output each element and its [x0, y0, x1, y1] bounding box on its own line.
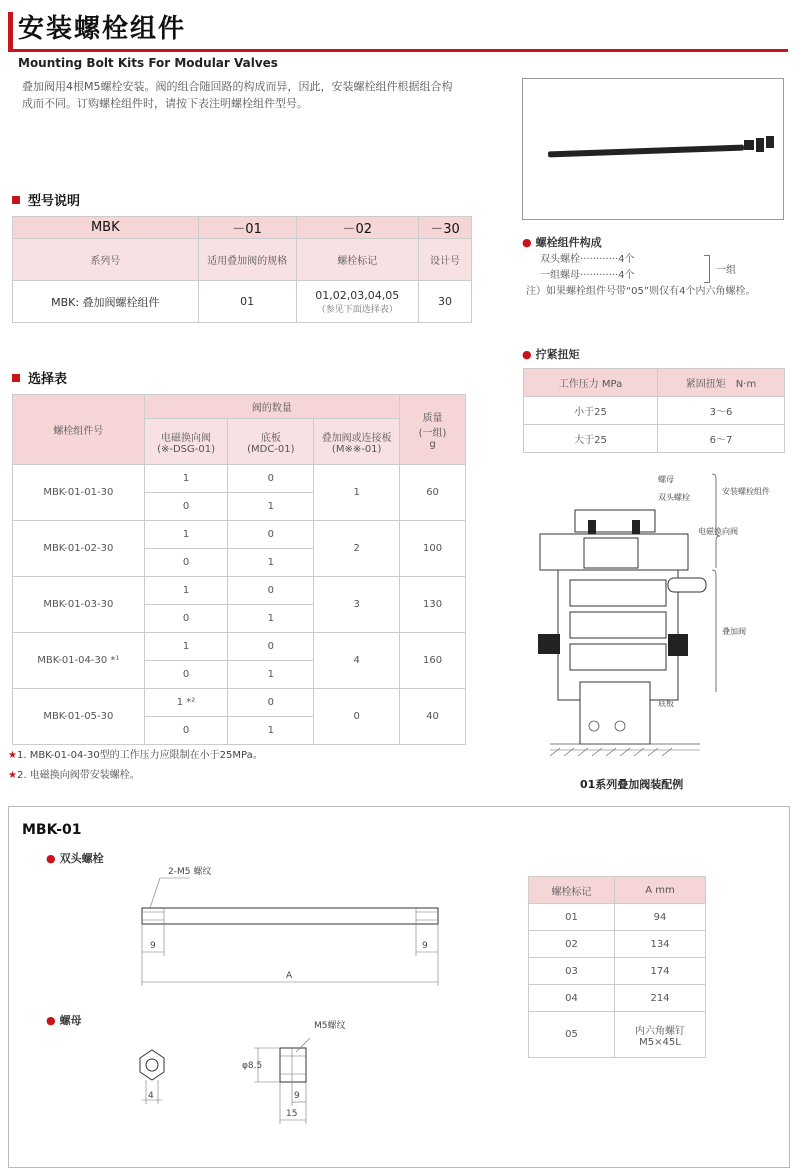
dim-cell: 94 — [615, 904, 706, 931]
sol-cell: 1 — [144, 521, 228, 549]
col-mass: 质量 (一组) g — [400, 395, 466, 465]
base-cell: 1 — [228, 605, 314, 633]
dim-cell: 03 — [529, 958, 615, 985]
col-kit: 螺栓组件号 — [13, 395, 145, 465]
sol-cell: 0 — [144, 549, 228, 577]
dim-col-1: 螺栓标记 — [529, 877, 615, 904]
stack-cell: 0 — [314, 689, 400, 745]
nut-thread-label: M5螺纹 — [314, 1021, 346, 1031]
base-cell: 0 — [228, 633, 314, 661]
stack-cell: 1 — [314, 465, 400, 521]
torque-cell: 小于25 — [524, 397, 658, 425]
sol-cell: 0 — [144, 717, 228, 745]
torque-heading: ● 拧紧扭矩 — [522, 346, 580, 362]
mass-cell: 60 — [400, 465, 466, 521]
selection-heading: 选择表 — [12, 368, 67, 387]
composition-line-2: 一组螺母············4个 — [540, 270, 635, 281]
model-table — [12, 216, 472, 323]
torque-col-2: 紧固扭矩 N·m — [658, 369, 785, 397]
dim-cell: 214 — [615, 985, 706, 1012]
nut-dim-dia: φ8.5 — [242, 1061, 263, 1071]
assembly-drawing — [520, 472, 790, 772]
mass-cell: 160 — [400, 633, 466, 689]
stud-thread-label: 2-M5 螺纹 — [168, 867, 212, 877]
footnote-1: ★1. MBK-01-04-30型的工作压力应限制在小于25MPa。 — [8, 750, 263, 761]
base-cell: 1 — [228, 717, 314, 745]
kit-cell: MBK-01-04-30 *¹ — [13, 633, 145, 689]
asm-label-modular: 叠加阀 — [722, 627, 746, 636]
mass-cell: 100 — [400, 521, 466, 577]
label-series: 系列号 — [13, 239, 199, 281]
torque-cell: 6～7 — [658, 425, 785, 453]
asm-label-base: 底板 — [658, 699, 674, 708]
dim-cell: 02 — [529, 931, 615, 958]
col-sol: 电磁换向阀 (※-DSG-01) — [144, 419, 228, 465]
kit-cell: MBK-01-02-30 — [13, 521, 145, 577]
code-size: －01 — [198, 217, 296, 239]
page-subtitle: Mounting Bolt Kits For Modular Valves — [18, 56, 278, 70]
footnote-2: ★2. 电磁换向阀带安装螺栓。 — [8, 770, 140, 781]
stud-dim-a: A — [286, 971, 293, 981]
torque-cell: 大于25 — [524, 425, 658, 453]
title-accent — [8, 12, 13, 50]
nut-heading: ● 螺母 — [46, 1012, 82, 1028]
sol-cell: 0 — [144, 661, 228, 689]
col-valves: 阀的数量 — [144, 395, 399, 419]
stack-cell: 2 — [314, 521, 400, 577]
dimension-table — [528, 876, 706, 1058]
nut-dim-9: 9 — [294, 1091, 300, 1101]
base-cell: 1 — [228, 549, 314, 577]
label-size: 适用叠加阀的规格 — [198, 239, 296, 281]
col-stack: 叠加阀或连接板 (M※※-01) — [314, 419, 400, 465]
dim-cell: 01 — [529, 904, 615, 931]
composition-note: 注）如果螺栓组件号带“05”则仅有4个内六角螺栓。 — [526, 286, 756, 297]
mbk01-title: MBK-01 — [22, 822, 82, 838]
stack-cell: 3 — [314, 577, 400, 633]
base-cell: 1 — [228, 493, 314, 521]
model-heading: 型号说明 — [12, 190, 80, 209]
torque-table — [523, 368, 785, 453]
sol-cell: 1 — [144, 577, 228, 605]
kit-cell: MBK-01-01-30 — [13, 465, 145, 521]
sol-cell: 1 — [144, 633, 228, 661]
dim-col-2: A mm — [615, 877, 706, 904]
base-cell: 0 — [228, 465, 314, 493]
value-size: 01 — [198, 281, 296, 323]
composition-heading: ● 螺栓组件构成 — [522, 234, 602, 250]
assembly-caption: 01系列叠加阀装配例 — [580, 778, 684, 791]
asm-label-stud: 双头螺栓 — [658, 493, 690, 502]
sol-cell: 0 — [144, 493, 228, 521]
value-bolt: 01,02,03,04,05 （参见下面选择表） — [296, 281, 418, 323]
stud-heading: ● 双头螺栓 — [46, 850, 104, 866]
sol-cell: 1 *² — [144, 689, 228, 717]
torque-col-1: 工作压力 MPa — [524, 369, 658, 397]
composition-list — [526, 252, 780, 300]
dim-cell: 174 — [615, 958, 706, 985]
mass-cell: 40 — [400, 689, 466, 745]
sol-cell: 0 — [144, 605, 228, 633]
code-series: MBK — [13, 217, 199, 239]
sol-cell: 1 — [144, 465, 228, 493]
stack-cell: 4 — [314, 633, 400, 689]
value-series: MBK: 叠加阀螺栓组件 — [13, 281, 199, 323]
mass-cell: 130 — [400, 577, 466, 633]
kit-cell: MBK-01-05-30 — [13, 689, 145, 745]
torque-cell: 3～6 — [658, 397, 785, 425]
bolt-nut-icon — [744, 136, 774, 154]
base-cell: 0 — [228, 689, 314, 717]
code-design: －30 — [418, 217, 471, 239]
asm-label-sol: 电磁换向阀 — [698, 527, 738, 536]
page-title: 安装螺栓组件 — [18, 14, 187, 44]
nut-drawing — [130, 1016, 346, 1132]
nut-dim-15: 15 — [286, 1109, 298, 1119]
composition-line-1: 双头螺栓············4个 — [540, 254, 635, 265]
stud-dim-left: 9 — [150, 941, 156, 951]
code-bolt: －02 — [296, 217, 418, 239]
kit-cell: MBK-01-03-30 — [13, 577, 145, 633]
base-cell: 1 — [228, 661, 314, 689]
stud-dim-right: 9 — [422, 941, 428, 951]
group-brace — [704, 255, 710, 283]
dim-cell: 内六角螺钉M5×45L — [615, 1012, 706, 1058]
col-base: 底板 (MDC-01) — [228, 419, 314, 465]
stud-drawing — [120, 860, 460, 1000]
label-bolt: 螺栓标记 — [296, 239, 418, 281]
label-design: 设计号 — [418, 239, 471, 281]
base-cell: 0 — [228, 521, 314, 549]
dim-cell: 05 — [529, 1012, 615, 1058]
dim-cell: 134 — [615, 931, 706, 958]
group-label: 一组 — [716, 265, 736, 276]
nut-dim-width: 4 — [148, 1091, 154, 1101]
base-cell: 0 — [228, 577, 314, 605]
dim-cell: 04 — [529, 985, 615, 1012]
asm-label-kit: 安装螺栓组件 — [722, 487, 770, 496]
intro-text: 叠加阀用4根M5螺栓安装。阀的组合随回路的构成而异，因此，安装螺栓组件根据组合构成而不同。订购螺栓组件时，请按下表注明螺栓组件型号。 — [22, 80, 453, 110]
value-design: 30 — [418, 281, 471, 323]
asm-label-nut: 螺母 — [658, 475, 674, 484]
selection-table — [12, 394, 466, 745]
